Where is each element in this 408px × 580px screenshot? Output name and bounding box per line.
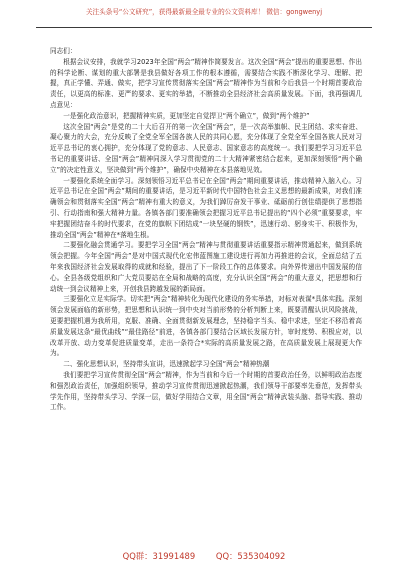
paragraph-2: 这次全国“两会”是党的二十大后召开的第一次全国“两会”，是一次高举旗帜、民主团结、求实奋进、凝心聚力的大会，充分反映了全党全军全国各族人民的共同心愿，充分体现了全党全军全国各族人民对习近平总书记的衷心拥护，充分体现了党的意志、人民意志、国家意志的高度统一。我们要把学习习近平总书记的重要讲话、全国“两会”精神同深入学习贯彻党的二十大精神紧密结合起来，更加深刻领悟“两个确立”的决定性意义，坚决做到“两个维护”，确保中央精神在本县落地见效。 [50,122,362,174]
paragraph-3: 一要强化系统全面学习。深刻领悟习近平总书记在全国“两会”期间重要讲话，推动精神入脑入心。习近平总书记在全国“两会”期间的重要讲话，是习近平新时代中国特色社会主义思想的最新成果，对我们准确领会和贯彻落实全国“两会”精神有重大的意义，为我们踔厉奋发干事业、砥砺前行创佳绩提供了思想指引、行动指南和强大精神力量。各镇各部门要准确领会把握习近平总书记提出的“四个必须”重要要求，牢牢把握团结奋斗的时代要求，在党的旗帜下团结成“一块坚硬的钢铁”，迅速行动、躬身实干、积极作为，推动全国“两会”精神在*落地生根。 [50,176,362,239]
header-divider [36,27,372,28]
paragraph-1: 根据会议安排，我就学习2023年全国“两会”精神作简要发言。这次全国“两会”提出的重要思想、作出的科学论断、谋划的重大部署是我县做好各项工作的根本遵循，需要结合实践不断深化学习、理解、把握，真正学懂、弄通、做实，把学习宣传贯彻落实全国“两会”精神作为当前和今后我县一个时期首要政治责任，以更高的标准、更严的要求、更实的举措，不断推动全县经济社会高质量发展。下面，我再强调几点意见： [50,57,362,109]
paragraph-5: 三要强化立足实际学。切实把“两会”精神转化为现代化建设的务实举措，对标对表谋*具体实践。深刻领会发展面临的新形势，把思想和认识统一到中央对当前形势的分析判断上来，既要清醒认识风险挑战，更要把握机遇为我所用，克服、准确、全面贯彻新发展理念，坚持稳字当头、稳中求进，坚定不移沿着高质量发展这条“最优曲线”“最佳路径”前进，各镇各部门要结合区域长发展方针，审时度势、积极应对，以改革开放、动力变革促进质量变革，走出一条符合*实际的高质量发展之路，在高质量发展上展现更大作为。 [50,295,362,358]
section-heading-2: 二、强化思想认识，坚持带头宣讲，迅速掀起学习全国“两会”精神热潮 [63,360,270,369]
greeting: 同志们： [50,47,77,55]
footer-qq-group: QQ群：31991489 [122,551,196,561]
paragraph-4: 二要强化融会贯通学习。要把学习全国“两会”精神与贯彻重要讲话重要指示精神贯通起来，做到系统领会把握。今年全国“两会”是对中国式现代化宏伟蓝图施工建设进行再加力再推进的会议，全面总结了五年来我国经济社会发展取得的成就和经验，提出了下一阶段工作的总体要求。向外界传递出中国发展的信心。全县各级党组织和广大党员要站在全局和战略的高度，充分认识全国“两会”的重大意义，把思想和行动统一到会议精神上来，开创我县跨越发展的新局面。 [50,241,362,293]
document-body [50,46,362,413]
footer-qq: QQ：535304092 [215,551,286,561]
page-header: 关注头条号“公文研究”，获得最新最全最专业的公文资料库！ 微信：gongwenyj [85,8,323,16]
paragraph-6: 我们要把学习宣传贯彻全国“两会”精神，作为当前和今后一个时期的首要政治任务，以鲜明政治态度和强烈政治责任，加强组织领导，推动学习宣传贯彻迅速掀起热潮，我们领导干部要率先垂范，发挥带头学先作用，坚持带头学习、学深一层，做好学用结合文章，用全国“两会”精神武装头脑、指导实践、推动工作。 [50,370,362,412]
section-heading-1: 一是强化政治意识，把握精神实质，更加坚定自觉捍卫“两个确立”，做到“两个维护” [63,111,310,120]
page-footer [0,548,408,564]
